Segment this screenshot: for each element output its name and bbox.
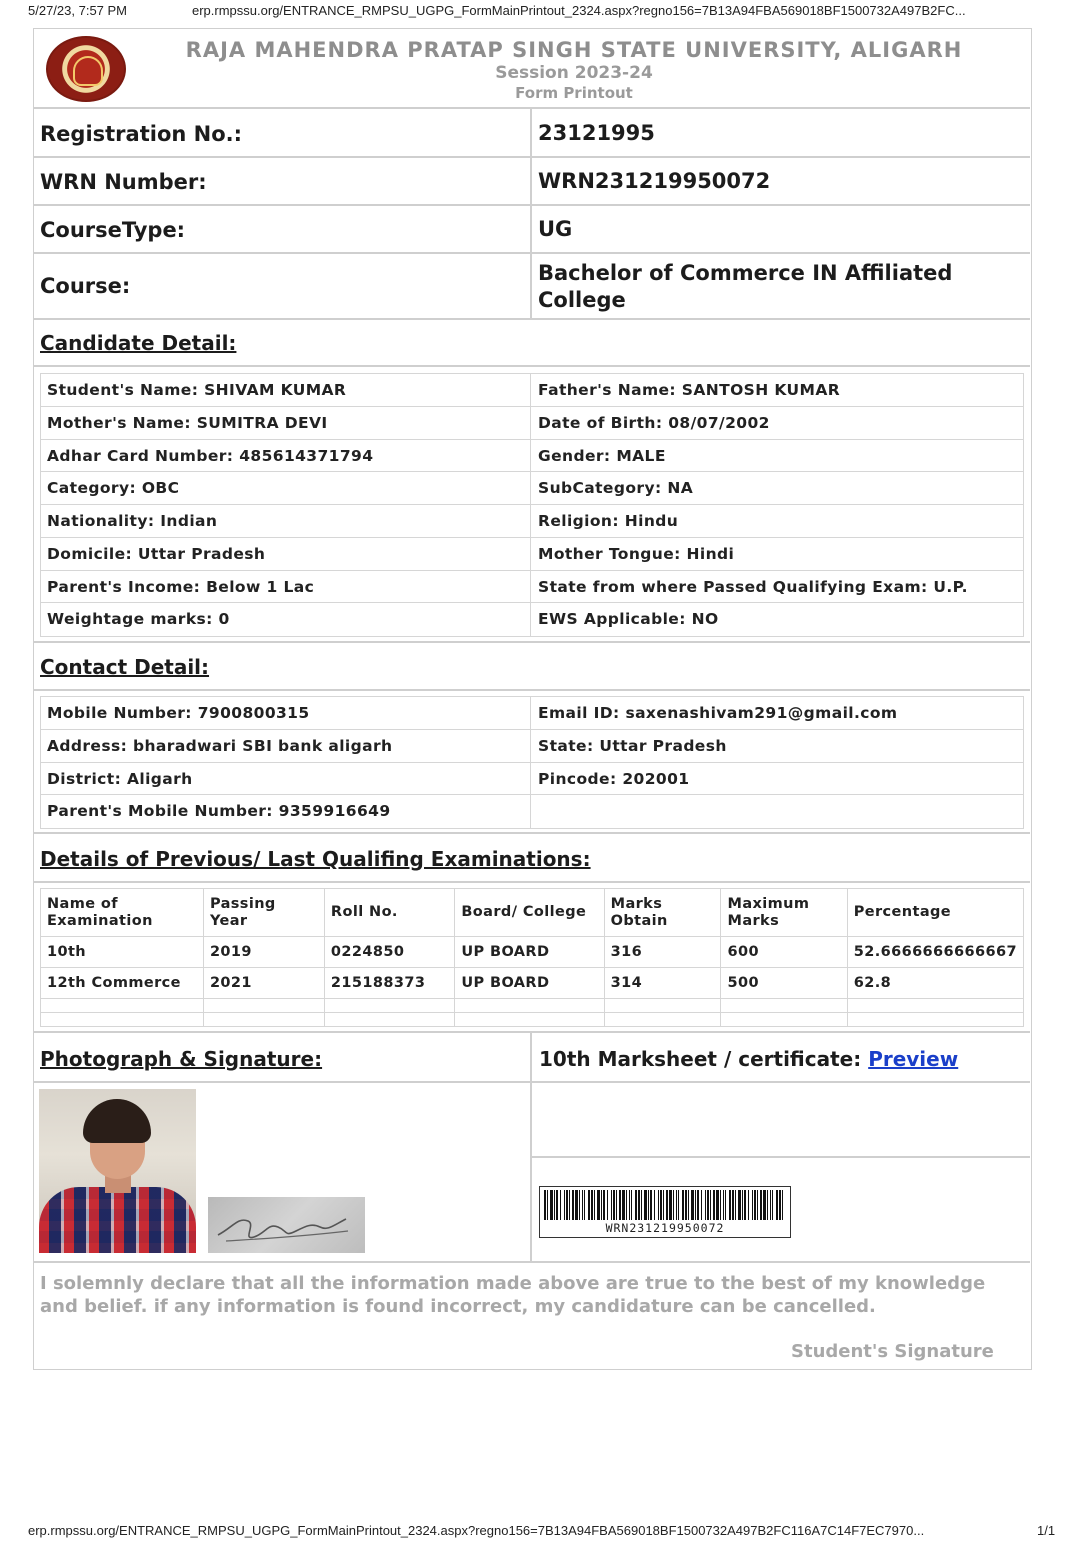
wrn-value: WRN231219950072 xyxy=(538,169,771,193)
print-header xyxy=(0,3,1079,21)
contact-row xyxy=(41,795,1023,828)
exam-row xyxy=(41,968,1024,999)
exam-cell: 62.8 xyxy=(847,968,1023,999)
exam-cell: UP BOARD xyxy=(455,968,604,999)
exam-column-header: Maximum Marks xyxy=(721,889,847,937)
exam-cell: 215188373 xyxy=(324,968,454,999)
exam-cell: 2019 xyxy=(203,937,324,968)
candidate-signature xyxy=(208,1197,365,1253)
contact-row xyxy=(41,730,1023,763)
contact-field: Email ID: saxenashivam291@gmail.com xyxy=(538,704,898,722)
contact-field: District: Aligarh xyxy=(41,763,531,795)
course-row xyxy=(34,254,1030,320)
candidate-field: EWS Applicable: NO xyxy=(538,610,719,629)
exam-table xyxy=(40,888,1024,1027)
coursetype-label: CourseType: xyxy=(40,218,186,242)
form-header xyxy=(34,29,1030,109)
candidate-field: Nationality: Indian xyxy=(41,505,531,537)
print-timestamp: 5/27/23, 7:57 PM xyxy=(28,3,128,18)
course-label: Course: xyxy=(40,274,131,298)
page-number: 1/1 xyxy=(1037,1523,1056,1538)
university-seal-icon xyxy=(46,36,126,102)
exam-column-header: Percentage xyxy=(847,889,1023,937)
candidate-photo xyxy=(39,1089,196,1253)
marksheet-row xyxy=(539,1047,958,1071)
candidate-field: Adhar Card Number: 485614371794 xyxy=(41,440,531,472)
candidate-field: SubCategory: NA xyxy=(538,479,694,498)
exam-cell: 0224850 xyxy=(324,937,454,968)
preview-link[interactable]: Preview xyxy=(868,1047,959,1071)
candidate-field: Father's Name: SANTOSH KUMAR xyxy=(538,381,841,399)
exam-empty-row xyxy=(41,999,1024,1013)
print-footer xyxy=(0,1523,1079,1541)
declaration-text: I solemnly declare that all the information made above are true to the best of my knowledge and belief. if any information is found incorrect, my candidature can be cancelled. xyxy=(40,1273,986,1317)
candidate-field: State from where Passed Qualifying Exam: U.P. xyxy=(538,577,968,596)
exam-cell: 52.6666666666667 xyxy=(847,937,1023,968)
registration-row xyxy=(34,109,1030,158)
contact-field: Address: bharadwari SBI bank aligarh xyxy=(41,730,531,762)
candidate-field: Category: OBC xyxy=(41,472,531,504)
exam-cell: 316 xyxy=(604,937,721,968)
exam-column-header: Passing Year xyxy=(203,889,324,937)
coursetype-value: UG xyxy=(538,217,573,241)
marksheet-label: 10th Marksheet / certificate: xyxy=(539,1047,862,1071)
candidate-field: Gender: MALE xyxy=(538,446,666,465)
exam-column-header: Board/ College xyxy=(455,889,604,937)
exam-cell: 2021 xyxy=(203,968,324,999)
candidate-field: Mother's Name: SUMITRA DEVI xyxy=(41,407,531,439)
contact-row xyxy=(41,763,1023,796)
course-value: Bachelor of Commerce IN Affiliated College xyxy=(538,261,953,312)
exam-cell: 314 xyxy=(604,968,721,999)
wrn-label: WRN Number: xyxy=(40,170,207,194)
wrn-barcode xyxy=(539,1186,791,1238)
contact-field xyxy=(532,795,1024,828)
contact-field: Parent's Mobile Number: 9359916649 xyxy=(41,795,531,828)
candidate-row xyxy=(41,440,1023,473)
exam-cell: 600 xyxy=(721,937,847,968)
form-title: Form Printout xyxy=(515,84,633,102)
print-footer-url: erp.rmpssu.org/ENTRANCE_RMPSU_UGPG_FormMainPrintout_2324.aspx?regno156=7B13A94FBA569018BF1500732A497B2FC116A7C14F7EC7970... xyxy=(28,1523,925,1538)
contact-field: Mobile Number: 7900800315 xyxy=(41,697,531,729)
barcode-text: WRN231219950072 xyxy=(605,1221,725,1235)
contact-detail-grid xyxy=(40,696,1024,829)
candidate-field: Student's Name: SHIVAM KUMAR xyxy=(41,374,531,406)
form-printout xyxy=(33,28,1032,1370)
registration-value: 23121995 xyxy=(538,121,655,145)
print-url: erp.rmpssu.org/ENTRANCE_RMPSU_UGPG_FormMainPrintout_2324.aspx?regno156=7B13A94FBA569018BF1500732A497B2FC... xyxy=(192,3,966,18)
candidate-detail-title: Candidate Detail: xyxy=(40,331,237,355)
exam-cell: 500 xyxy=(721,968,847,999)
exam-cell: 12th Commerce xyxy=(41,968,204,999)
wrn-row xyxy=(34,158,1030,206)
session-label: Session 2023-24 xyxy=(495,63,653,83)
exam-empty-row xyxy=(41,1013,1024,1027)
candidate-detail-grid xyxy=(40,373,1024,637)
contact-row xyxy=(41,697,1023,730)
candidate-field: Domicile: Uttar Pradesh xyxy=(41,538,531,570)
student-signature-label: Student's Signature xyxy=(791,1341,994,1362)
photo-signature-title: Photograph & Signature: xyxy=(40,1047,323,1071)
exam-column-header: Name of Examination xyxy=(41,889,204,937)
exam-cell: 10th xyxy=(41,937,204,968)
candidate-row xyxy=(41,538,1023,571)
candidate-field: Weightage marks: 0 xyxy=(41,603,531,636)
candidate-row xyxy=(41,407,1023,440)
exam-cell: UP BOARD xyxy=(455,937,604,968)
candidate-row xyxy=(41,374,1023,407)
exam-row xyxy=(41,937,1024,968)
exam-column-header: Roll No. xyxy=(324,889,454,937)
candidate-row xyxy=(41,505,1023,538)
exam-column-header: Marks Obtain xyxy=(604,889,721,937)
contact-detail-title: Contact Detail: xyxy=(40,655,210,679)
candidate-field: Religion: Hindu xyxy=(538,512,679,530)
candidate-field: Date of Birth: 08/07/2002 xyxy=(538,413,770,432)
candidate-field: Mother Tongue: Hindi xyxy=(538,544,735,563)
contact-field: State: Uttar Pradesh xyxy=(538,736,727,755)
candidate-row xyxy=(41,603,1023,636)
registration-label: Registration No.: xyxy=(40,122,243,146)
candidate-field: Parent's Income: Below 1 Lac xyxy=(41,571,531,603)
exam-detail-title: Details of Previous/ Last Qualifing Examinations: xyxy=(40,847,591,871)
candidate-row xyxy=(41,571,1023,604)
exam-table-header xyxy=(41,889,1024,937)
candidate-row xyxy=(41,472,1023,505)
university-name: RAJA MAHENDRA PRATAP SINGH STATE UNIVERSITY, ALIGARH xyxy=(185,38,963,62)
contact-field: Pincode: 202001 xyxy=(538,769,690,788)
coursetype-row xyxy=(34,206,1030,254)
